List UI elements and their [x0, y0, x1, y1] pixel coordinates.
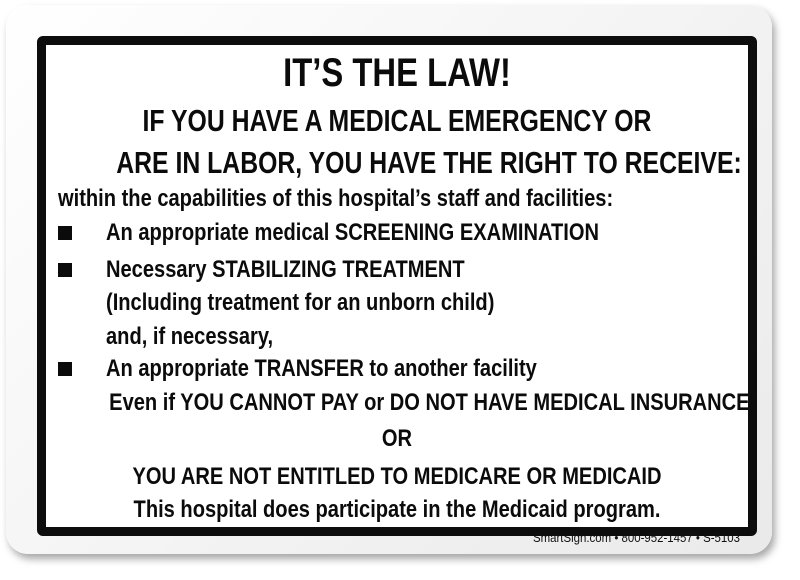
heading-line-2: ARE IN LABOR, YOU HAVE THE RIGHT TO RECEIVE:	[116, 145, 742, 180]
heading-line-1: IF YOU HAVE A MEDICAL EMERGENCY OR	[142, 103, 652, 138]
or-line: OR	[381, 425, 413, 452]
intro-text: within the capabilities of this hospital’s staff and facilities:	[58, 185, 614, 212]
square-bullet-icon	[58, 263, 72, 277]
payment-line: Even if YOU CANNOT PAY or DO NOT HAVE MEDICAL INSURANCE	[109, 389, 750, 416]
sign-panel	[37, 36, 757, 536]
bullet-continuation: (Including treatment for an unborn child)	[106, 289, 495, 316]
bullet-text: An appropriate medical SCREENING EXAMINATION	[106, 219, 600, 246]
square-bullet-icon	[58, 226, 72, 240]
sign-title: IT’S THE LAW!	[283, 51, 511, 95]
connector-text: and, if necessary,	[106, 323, 274, 350]
bullet-text: Necessary STABILIZING TREATMENT	[106, 256, 465, 283]
medicare-line: YOU ARE NOT ENTITLED TO MEDICARE OR MEDICAID	[132, 463, 662, 490]
footer-credit: SmartSign.com • 800-952-1457 • S-5103	[532, 530, 740, 545]
sign-plate	[6, 5, 772, 554]
bullet-text: An appropriate TRANSFER to another facility	[106, 355, 537, 382]
medicaid-line: This hospital does participate in the Medicaid program.	[133, 496, 661, 523]
square-bullet-icon	[58, 362, 72, 376]
